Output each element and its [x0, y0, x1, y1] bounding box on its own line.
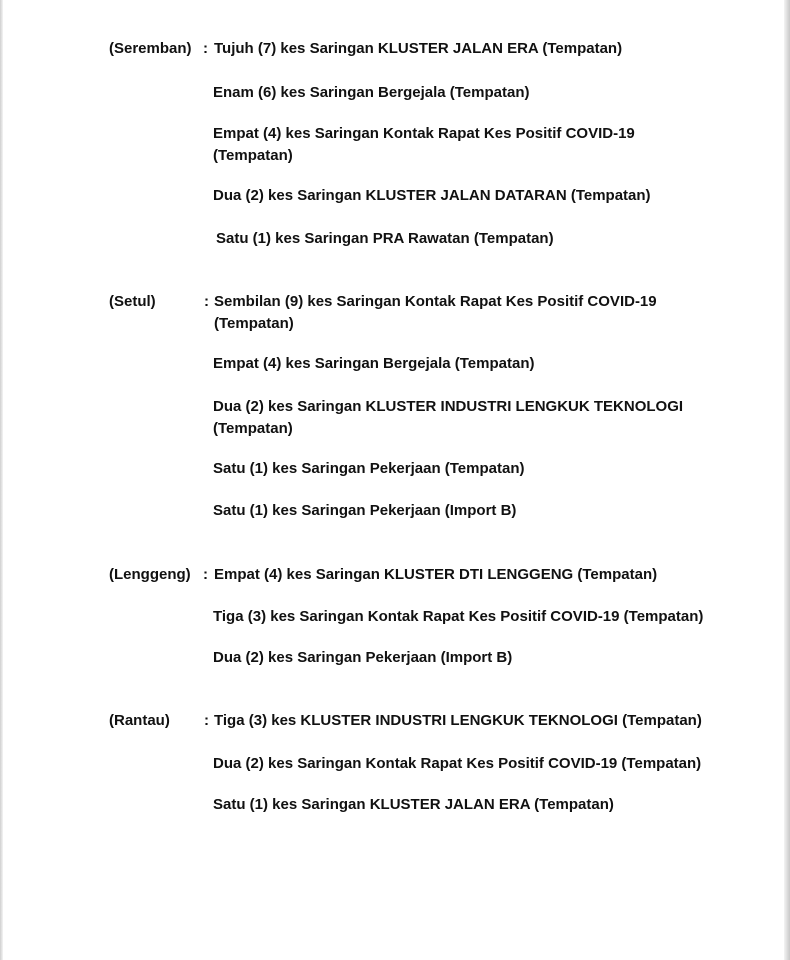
district-label-lenggeng: (Lenggeng) [109, 566, 191, 583]
case-entry: Empat (4) kes Saringan KLUSTER DTI LENGGENG (Tempatan) [214, 566, 658, 583]
separator-seremban: : [203, 40, 208, 57]
case-entry: Satu (1) kes Saringan PRA Rawatan (Tempatan) [216, 230, 554, 247]
case-entry: Sembilan (9) kes Saringan Kontak Rapat Kes Positif COVID-19 (Tempatan) [214, 293, 657, 332]
case-entry: Dua (2) kes Saringan KLUSTER JALAN DATARAN (Tempatan) [213, 187, 651, 204]
case-entry: Tiga (3) kes KLUSTER INDUSTRI LENGKUK TEKNOLOGI (Tempatan) [214, 712, 702, 729]
separator-rantau: : [204, 712, 209, 729]
case-entry: Satu (1) kes Saringan KLUSTER JALAN ERA (Tempatan) [213, 796, 614, 813]
case-entry: Enam (6) kes Saringan Bergejala (Tempatan) [213, 84, 530, 101]
separator-lenggeng: : [203, 566, 208, 583]
district-label-setul: (Setul) [109, 293, 156, 310]
case-entry: Tiga (3) kes Saringan Kontak Rapat Kes Positif COVID-19 (Tempatan) [213, 608, 704, 625]
case-entry: Dua (2) kes Saringan Kontak Rapat Kes Positif COVID-19 (Tempatan) [213, 755, 702, 772]
case-entry: Empat (4) kes Saringan Bergejala (Tempatan) [213, 355, 535, 372]
case-entry: Tujuh (7) kes Saringan KLUSTER JALAN ERA (Tempatan) [214, 40, 623, 57]
separator-setul: : [204, 293, 209, 310]
district-label-rantau: (Rantau) [109, 712, 170, 729]
page-edge-right [784, 0, 790, 960]
district-label-seremban: (Seremban) [109, 40, 192, 57]
case-entry: Dua (2) kes Saringan KLUSTER INDUSTRI LENGKUK TEKNOLOGI (Tempatan) [213, 398, 684, 437]
case-entry: Satu (1) kes Saringan Pekerjaan (Tempatan) [213, 460, 525, 477]
case-entry: Empat (4) kes Saringan Kontak Rapat Kes Positif COVID-19 (Tempatan) [213, 125, 635, 164]
case-entry: Dua (2) kes Saringan Pekerjaan (Import B) [213, 649, 513, 666]
case-entry: Satu (1) kes Saringan Pekerjaan (Import B) [213, 502, 517, 519]
page-edge-left [0, 0, 3, 960]
